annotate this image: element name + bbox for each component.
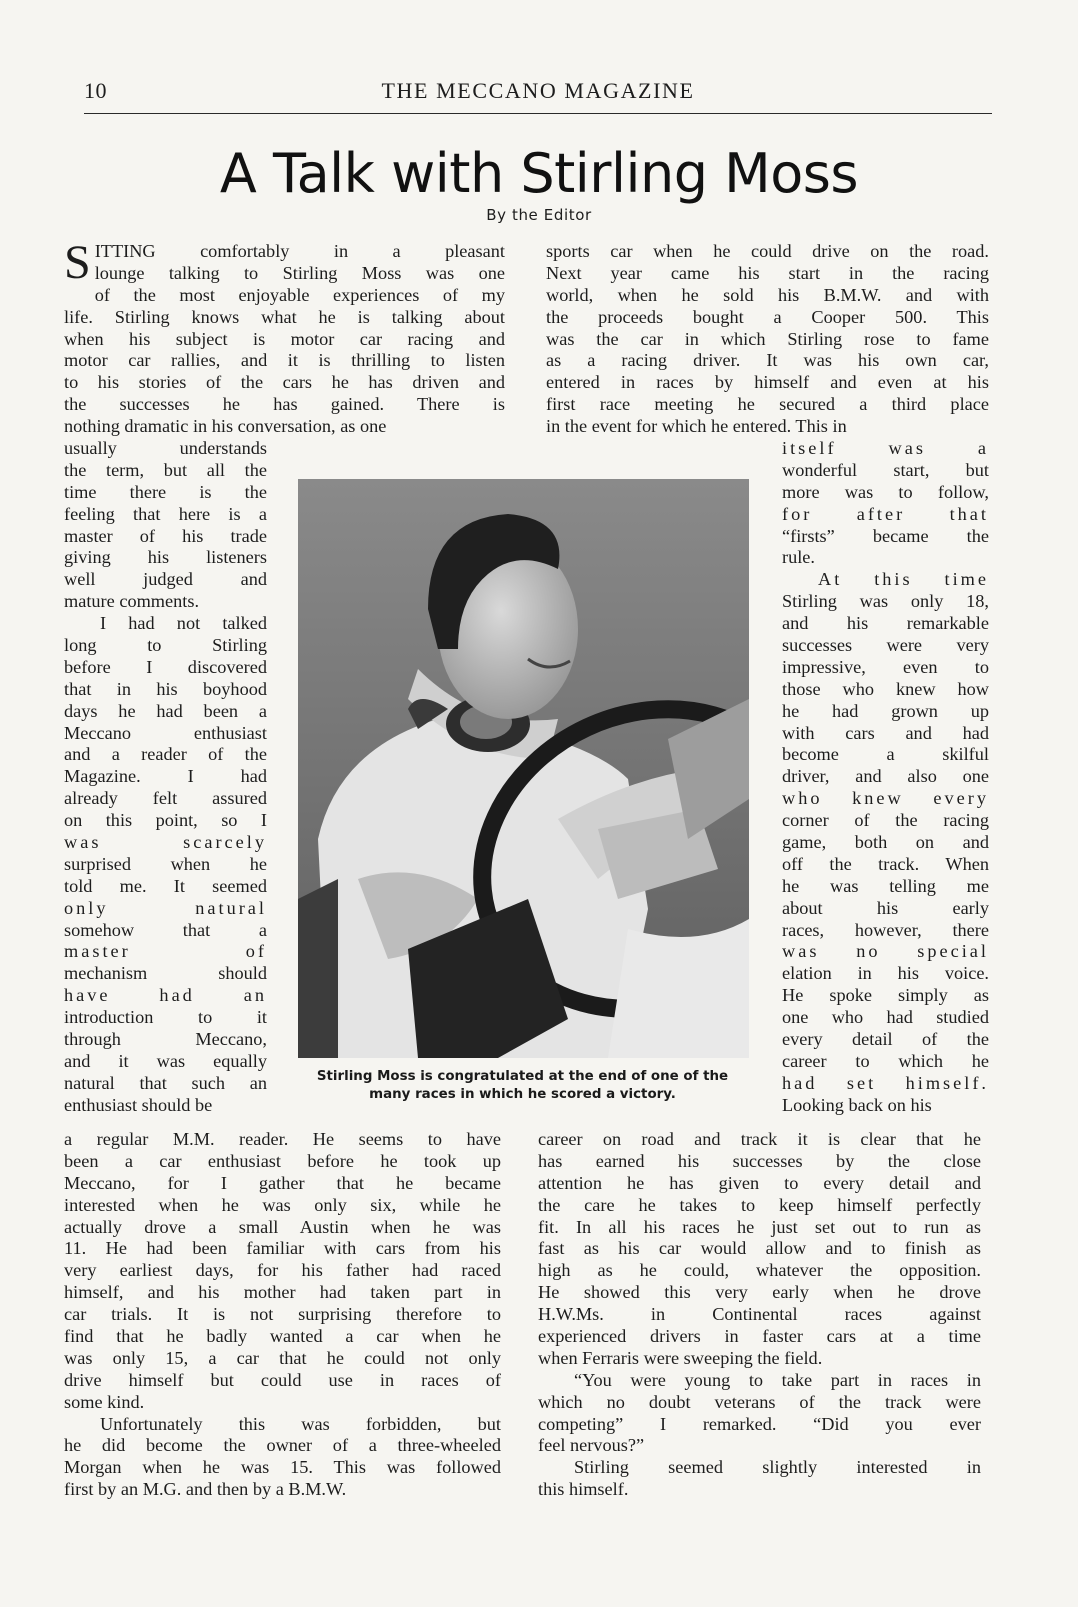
- text-line: ITTING comfortably in a pleasant: [94, 241, 505, 261]
- header-rule: [84, 113, 992, 114]
- text-line: lounge talking to Stirling Moss was one: [94, 262, 505, 283]
- text-line: elation in his voice.: [782, 963, 989, 984]
- text-line: interested when he was only six, while he: [64, 1194, 501, 1215]
- text-line: Next year came his start in the racing: [546, 262, 989, 283]
- text-line: was the car in which Stirling rose to fame: [546, 328, 989, 349]
- running-head: [84, 78, 992, 108]
- article-title: A Talk with Stirling Moss: [219, 142, 859, 205]
- text-line: to his stories of the cars he has driven and: [64, 372, 505, 393]
- text-line: become a skilful: [782, 744, 989, 765]
- text-line: surprised when he: [64, 853, 267, 874]
- stirling-moss-photo: [298, 479, 749, 1058]
- text-line: has earned his successes by the close: [538, 1150, 981, 1171]
- text-line: corner of the racing: [782, 810, 989, 831]
- text-line: was scarcely: [64, 832, 267, 853]
- text-line: one who had studied: [782, 1007, 989, 1028]
- text-line: first by an M.G. and then by a B.M.W.: [64, 1479, 347, 1500]
- text-line: car trials. It is not surprising therefore to: [64, 1304, 501, 1325]
- text-line: when Ferraris were sweeping the field.: [538, 1347, 823, 1368]
- text-line: master of: [64, 941, 267, 962]
- text-line: was no special: [782, 941, 989, 962]
- text-line: had set himself.: [782, 1072, 989, 1093]
- text-line: have had an: [64, 985, 267, 1006]
- text-line: the successes he has gained. There is: [64, 394, 505, 415]
- text-line: 11. He had been familiar with cars from his: [64, 1238, 501, 1259]
- text-line: long to Stirling: [64, 635, 267, 656]
- text-line: about his early: [782, 897, 989, 918]
- text-line: “firsts” became the: [782, 525, 989, 546]
- text-line: well judged and: [64, 569, 267, 590]
- text-line: introduction to it: [64, 1007, 267, 1028]
- text-line: career to which he: [782, 1050, 989, 1071]
- text-line: nothing dramatic in his conversation, as one: [64, 416, 387, 437]
- text-line: impressive, even to: [782, 656, 989, 677]
- text-line: driver, and also one: [782, 766, 989, 787]
- text-line: motor car rallies, and it is thrilling to listen: [64, 350, 505, 371]
- text-line: the proceeds bought a Cooper 500. This: [546, 306, 989, 327]
- text-line: H.W.Ms. in Continental races against: [538, 1304, 981, 1325]
- text-line: for after that: [782, 503, 989, 524]
- drop-cap: S: [64, 236, 91, 289]
- text-line: some kind.: [64, 1391, 145, 1412]
- text-line: drive himself but could use in races of: [64, 1369, 501, 1390]
- text-line: enthusiast should be: [64, 1094, 213, 1115]
- text-line: and it was equally: [64, 1050, 267, 1071]
- text-line: he did become the owner of a three-wheeled: [64, 1435, 501, 1456]
- text-line: been a car enthusiast before he took up: [64, 1150, 501, 1171]
- column-1-top: [64, 236, 505, 438]
- text-line: he was telling me: [782, 875, 989, 896]
- text-line: every detail of the: [782, 1029, 989, 1050]
- text-line: with cars and had: [782, 722, 989, 743]
- text-line: He spoke simply as: [782, 985, 989, 1006]
- text-line: sports car when he could drive on the road.: [546, 241, 989, 261]
- text-line: itself was a: [782, 438, 989, 458]
- text-line: Stirling was only 18,: [782, 591, 989, 612]
- text-line: told me. It seemed: [64, 875, 267, 896]
- text-line: Meccano, for I gather that he became: [64, 1172, 501, 1193]
- text-line: Magazine. I had: [64, 766, 267, 787]
- text-line: and his remarkable: [782, 613, 989, 634]
- text-line: time there is the: [64, 481, 267, 502]
- text-line: who knew every: [782, 788, 989, 809]
- text-line: high as he could, whatever the opposition.: [538, 1260, 981, 1281]
- text-line: entered in races by himself and even at his: [546, 372, 989, 393]
- text-line: through Meccano,: [64, 1029, 267, 1050]
- text-line: as a racing driver. It was his own car,: [546, 350, 989, 371]
- text-line: he had grown up: [782, 700, 989, 721]
- text-line: before I discovered: [64, 656, 267, 677]
- caption-line: many races in which he scored a victory.: [369, 1087, 676, 1102]
- text-line: and a reader of the: [64, 744, 267, 765]
- column-2-beside-photo: [782, 438, 989, 1117]
- text-line: competing” I remarked. “Did you ever: [538, 1413, 981, 1434]
- article-byline: By the Editor: [486, 206, 592, 224]
- text-line: Morgan when he was 15. This was followed: [64, 1457, 501, 1478]
- photo-caption: [290, 1068, 755, 1104]
- text-line: Unfortunately this was forbidden, but: [100, 1413, 501, 1434]
- text-line: Looking back on his: [782, 1094, 932, 1115]
- text-line: Stirling seemed slightly interested in: [574, 1457, 981, 1478]
- text-line: “You were young to take part in races in: [574, 1369, 981, 1390]
- text-line: very earliest days, for his father had raced: [64, 1260, 501, 1281]
- text-line: attention he has given to every detail and: [538, 1172, 981, 1193]
- text-line: off the track. When: [782, 853, 989, 874]
- text-line: giving his listeners: [64, 547, 267, 568]
- text-line: only natural: [64, 897, 267, 918]
- text-line: feel nervous?”: [538, 1435, 645, 1456]
- text-line: I had not talked: [100, 613, 267, 634]
- text-line: a regular M.M. reader. He seems to have: [64, 1129, 501, 1149]
- text-line: on this point, so I: [64, 810, 267, 831]
- text-line: actually drove a small Austin when he was: [64, 1216, 501, 1237]
- text-line: in the event for which he entered. This in: [546, 416, 847, 437]
- text-line: was only 15, a car that he could not only: [64, 1347, 501, 1368]
- text-line: of the most enjoyable experiences of my: [94, 284, 505, 305]
- page-number: 10: [84, 78, 107, 103]
- text-line: more was to follow,: [782, 481, 989, 502]
- text-line: He showed this very early when he drove: [538, 1282, 981, 1303]
- text-line: game, both on and: [782, 832, 989, 853]
- text-line: that in his boyhood: [64, 678, 267, 699]
- text-line: wonderful start, but: [782, 459, 989, 480]
- text-line: this himself.: [538, 1479, 629, 1500]
- text-line: usually understands: [64, 438, 267, 458]
- text-line: when his subject is motor car racing and: [64, 328, 505, 349]
- text-line: fit. In all his races he just set out to run as: [538, 1216, 981, 1237]
- text-line: first race meeting he secured a third place: [546, 394, 989, 415]
- text-line: fast as his car would allow and to finish as: [538, 1238, 981, 1259]
- text-line: successes were very: [782, 635, 989, 656]
- text-line: find that he badly wanted a car when he: [64, 1326, 501, 1347]
- text-line: rule.: [782, 547, 815, 568]
- text-line: At this time: [818, 569, 989, 590]
- text-line: races, however, there: [782, 919, 989, 940]
- column-1-beside-photo: [64, 438, 267, 1117]
- text-line: days he had been a: [64, 700, 267, 721]
- photo-illustration: [298, 479, 749, 1058]
- text-line: mechanism should: [64, 963, 267, 984]
- text-line: natural that such an: [64, 1072, 267, 1093]
- text-line: somehow that a: [64, 919, 267, 940]
- text-line: life. Stirling knows what he is talking about: [64, 306, 505, 327]
- caption-line: Stirling Moss is congratulated at the end of one of the: [316, 1069, 729, 1084]
- magazine-name: THE MECCANO MAGAZINE: [381, 78, 695, 103]
- text-line: feeling that here is a: [64, 503, 267, 524]
- column-1-bottom: [64, 1129, 501, 1501]
- text-line: experienced drivers in faster cars at a time: [538, 1326, 981, 1347]
- text-line: career on road and track it is clear that he: [538, 1129, 981, 1149]
- text-line: the term, but all the: [64, 459, 267, 480]
- text-line: world, when he sold his B.M.W. and with: [546, 284, 989, 305]
- column-2-bottom: [538, 1129, 981, 1501]
- text-line: mature comments.: [64, 591, 200, 612]
- text-line: himself, and his mother had taken part in: [64, 1282, 501, 1303]
- text-line: which no doubt veterans of the track were: [538, 1391, 981, 1412]
- text-line: those who knew how: [782, 678, 989, 699]
- text-line: the care he takes to keep himself perfectly: [538, 1194, 981, 1215]
- text-line: already felt assured: [64, 788, 267, 809]
- column-2-top: [546, 241, 989, 438]
- text-line: Meccano enthusiast: [64, 722, 267, 743]
- text-line: master of his trade: [64, 525, 267, 546]
